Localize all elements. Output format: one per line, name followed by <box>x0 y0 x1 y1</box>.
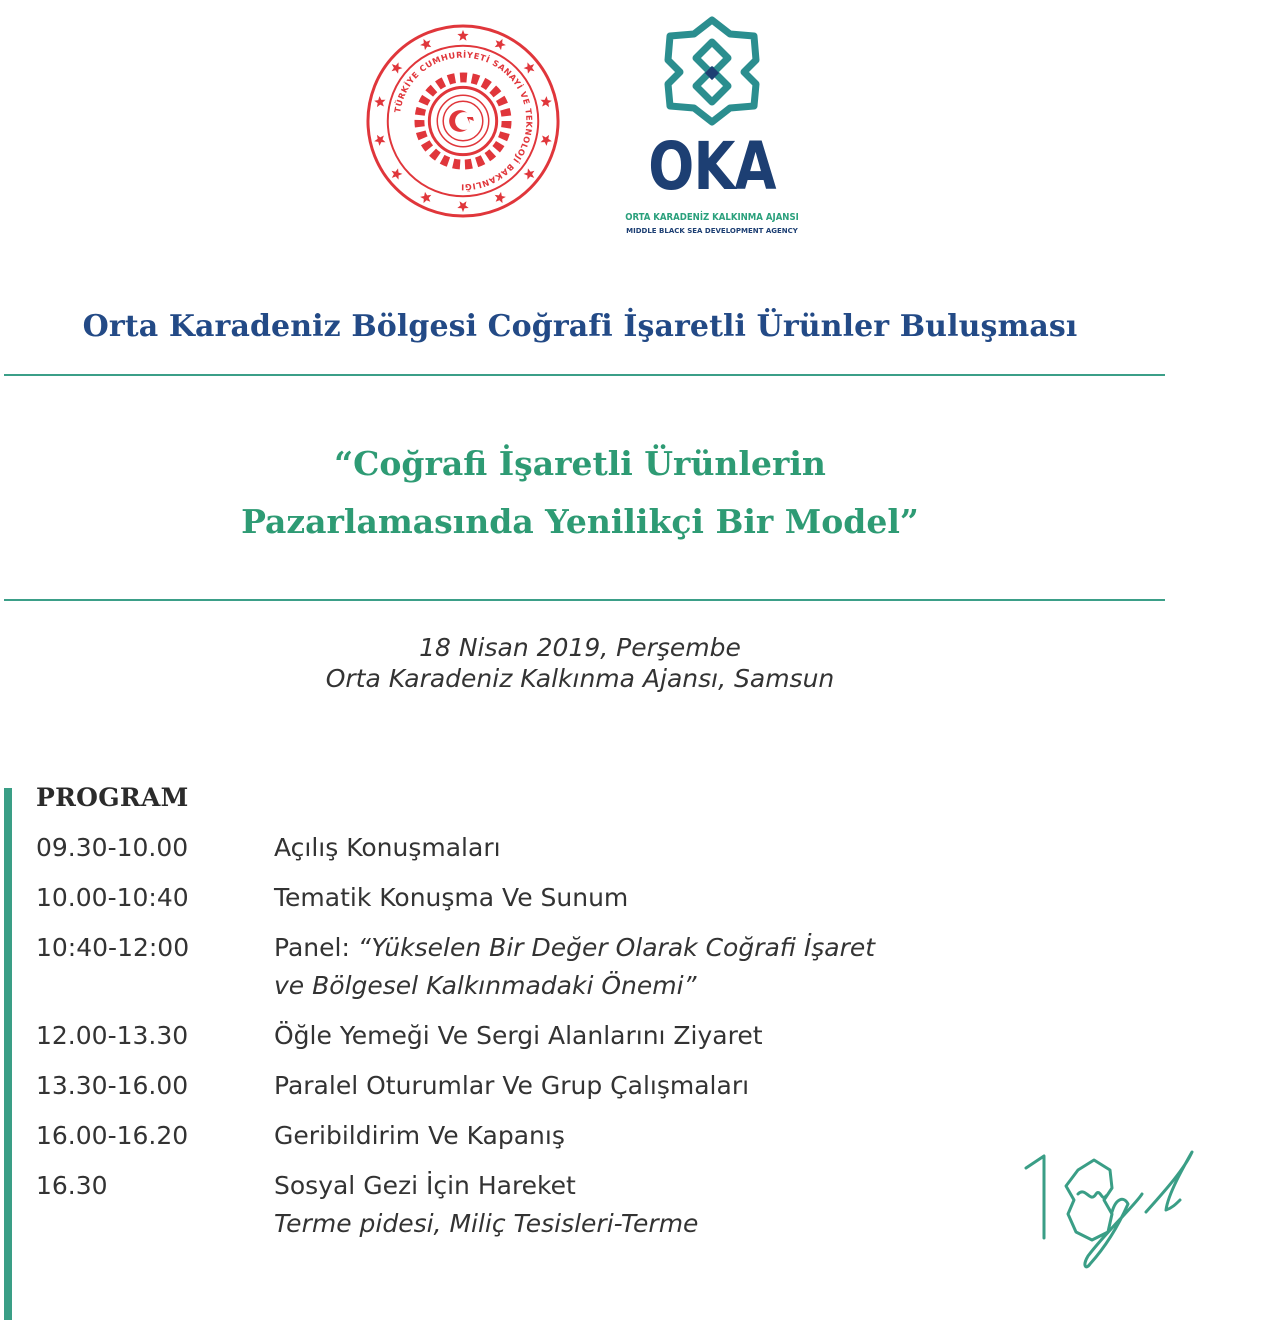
program-time: 10.00-10:40 <box>36 883 189 912</box>
program-item: Tematik Konuşma Ve Sunum <box>274 883 629 912</box>
program-item <box>274 933 875 962</box>
program-item-detail: Terme pidesi, Miliç Tesisleri-Terme <box>274 1209 699 1238</box>
seal-star-icon <box>541 135 552 146</box>
theme-title-line-2: Pazarlamasında Yenilikçi Bir Model” <box>241 502 919 541</box>
anniversary-logo <box>1016 1146 1206 1276</box>
program-time: 09.30-10.00 <box>36 833 189 862</box>
ministry-seal-logo <box>364 22 562 220</box>
program-item: Açılış Konuşmaları <box>274 833 501 862</box>
seal-star-icon <box>420 192 431 203</box>
seal-star-icon <box>392 62 403 73</box>
seal-star-icon <box>495 192 506 203</box>
divider <box>4 599 1165 601</box>
program-time: 16.30 <box>36 1171 108 1200</box>
program-time: 10:40-12:00 <box>36 933 190 962</box>
seal-star-icon <box>374 135 385 146</box>
oka-emblem-icon <box>658 14 766 126</box>
seal-star-icon <box>524 168 535 179</box>
seal-star-icon <box>524 62 535 73</box>
oka-wordmark: OKA <box>648 128 776 205</box>
program-item: Paralel Oturumlar Ve Grup Çalışmaları <box>274 1071 750 1100</box>
seal-star-icon <box>392 168 403 179</box>
seal-star-icon <box>457 201 468 212</box>
seal-star-icon <box>420 39 431 50</box>
divider <box>4 374 1165 376</box>
program-time: 16.00-16.20 <box>36 1121 189 1150</box>
program-time: 13.30-16.00 <box>36 1071 189 1100</box>
seal-star-icon <box>457 30 468 41</box>
program-item-continued: ve Bölgesel Kalkınmadaki Önemi” <box>274 971 697 1000</box>
event-venue: Orta Karadeniz Kalkınma Ajansı, Samsun <box>325 664 835 693</box>
panel-label: Panel: <box>274 933 358 962</box>
program-heading: PROGRAM <box>36 783 189 812</box>
oka-name-tr: ORTA KARADENİZ KALKINMA AJANSI <box>625 212 799 223</box>
program-item: Sosyal Gezi İçin Hareket <box>274 1171 576 1200</box>
seal-star-icon <box>374 96 385 107</box>
program-time: 12.00-13.30 <box>36 1021 189 1050</box>
program-accent-bar <box>4 788 12 1320</box>
event-title: Orta Karadeniz Bölgesi Coğrafi İşaretli Ürünler Buluşması <box>82 309 1078 344</box>
panel-title: “Yükselen Bir Değer Olarak Coğrafi İşaret <box>357 933 876 962</box>
program-item: Öğle Yemeği Ve Sergi Alanlarını Ziyaret <box>274 1021 763 1050</box>
event-date: 18 Nisan 2019, Perşembe <box>419 633 741 662</box>
program-item: Geribildirim Ve Kapanış <box>274 1121 565 1150</box>
theme-title-line-1: “Coğrafi İşaretli Ürünlerin <box>334 444 826 483</box>
seal-star-icon <box>541 96 552 107</box>
oka-name-en: MIDDLE BLACK SEA DEVELOPMENT AGENCY <box>626 227 798 235</box>
oka-logo <box>612 14 812 234</box>
seal-text: TÜRKİYE CUMHURİYETİ SANAYİ VE TEKNOLOJİ BAKANLIĞI <box>392 49 535 193</box>
seal-star-icon <box>495 39 506 50</box>
